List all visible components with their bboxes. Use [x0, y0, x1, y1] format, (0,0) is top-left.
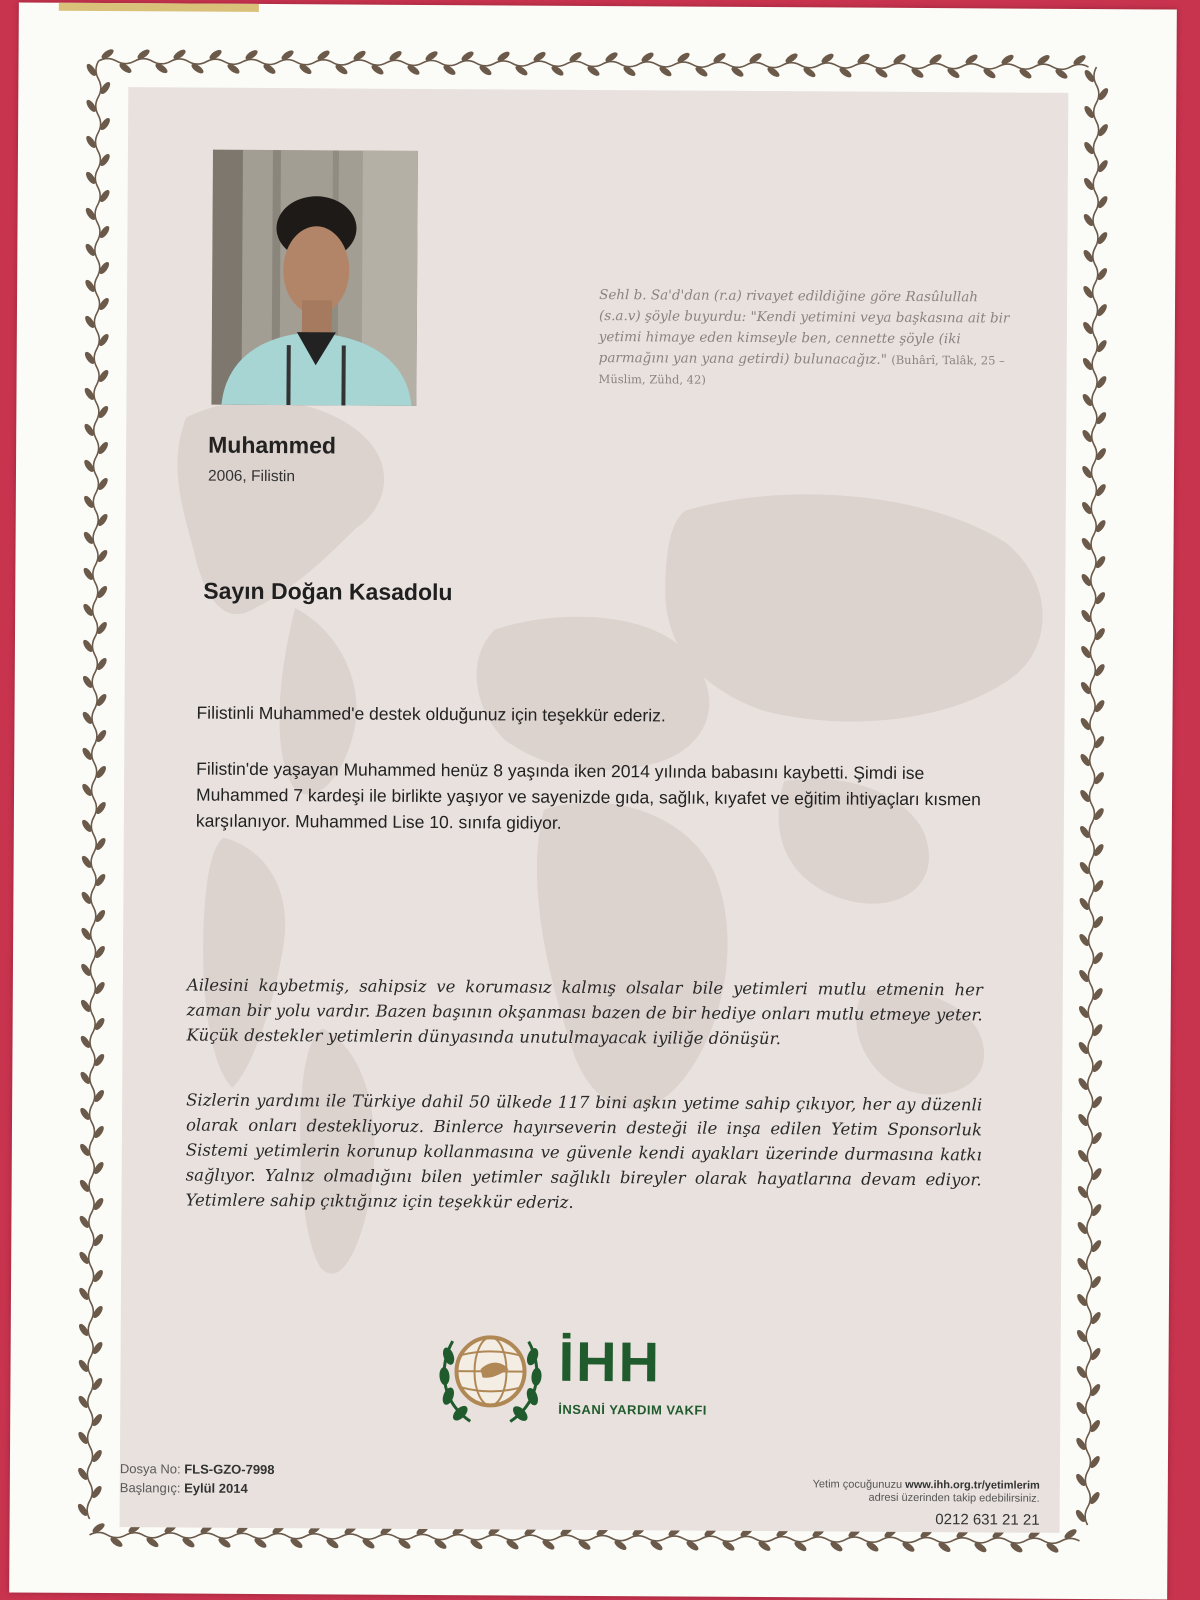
file-number-value: FLS-GZO-7998 — [184, 1461, 275, 1478]
footer-line-prefix: Yetim çocuğunuzu — [812, 1478, 906, 1491]
content-panel — [120, 87, 1069, 1533]
quote-text: Sehl b. Sa'd'dan (r.a) rivayet edildiğine göre Rasûlullah (s.a.v) şöyle buyurdu: "Kendi yetimini veya başkasına ait bir yetimi himaye eden kimseyle ben, cennette şöyle (iki parmağını yan yana getirdi) bulunacağız." — [598, 287, 1010, 368]
student-birth: 2006, Filistin — [207, 467, 296, 486]
certificate-paper — [9, 2, 1177, 1599]
sponsor-greeting: Sayın Doğan Kasadolu — [203, 577, 453, 606]
hadith-quote — [599, 285, 1020, 393]
ihh-logo — [430, 1321, 731, 1433]
italic-paragraph-2: Sizlerin yardımı ile Türkiye dahil 50 ülkede 117 bini aşkın yetime sahip çıkıyor, her ay düzenli olarak onları destekliyoruz. Binlerce hayırseverin desteği ile inşa edilen Yetim Sponsorluk Sistemi yetimlerin korunup kollanmasına ve güvenle kendi ayakları üzerinde durmasına katkı sağlıyor. Yalnız olmadığını bilen yetimler sağlıklı bireyler olarak hayatlarına devam ediyor. Yetimlere sahip çıktığınız için teşekkür ederiz. — [185, 1090, 983, 1212]
quote-reference: (Buhârî, Talâk, 25 – Müslim, Zühd, 42) — [598, 352, 1005, 387]
thanks-paragraph: Filistinli Muhammed'e destek olduğunuz için teşekkür ederiz. — [196, 702, 666, 726]
file-info — [120, 1459, 275, 1498]
start-date-value: Eylül 2014 — [184, 1480, 248, 1496]
footer-phone: 0212 631 21 21 — [935, 1511, 1040, 1529]
story-paragraph: Filistin'de yaşayan Muhammed henüz 8 yaşında iken 2014 yılında babasını kaybetti. Şimdi ise Muhammed 7 kardeşi ile birlikte yaşıyor ve sayenizde gıda, sağlık, kıyafet ve eğitim ihtiyaçları kısmen karşılanıyor. Muhammed Lise 10. sınıfa gidiyor. — [195, 758, 982, 833]
footer-contact — [812, 1478, 1040, 1529]
logo-subtitle: İNSANİ YARDIM VAKFI — [558, 1401, 707, 1418]
file-number-label: Dosya No: — [119, 1461, 181, 1477]
italic-paragraph-1: Ailesini kaybetmiş, sahipsiz ve korumasız kalmış olsalar bile yetimleri mutlu etmenin her zaman bir yolu vardır. Bazen başının okşanması bazen de bir hediye onları mutlu etmeye yeter. Küçük destekler yetimlerin dünyasında unutulmayacak iyiliğe dönüşür. — [186, 975, 983, 1049]
footer-url: www.ihh.org.tr/yetimlerim — [905, 1478, 1040, 1492]
globe-wreath-icon — [430, 1321, 551, 1432]
logo-wordmark: İHH — [558, 1329, 662, 1394]
footer-line-2: adresi üzerinden takip edebilirsiniz. — [868, 1491, 1040, 1505]
start-date-label: Başlangıç: — [119, 1480, 181, 1496]
student-photo — [211, 150, 418, 406]
student-name: Muhammed — [208, 431, 337, 459]
